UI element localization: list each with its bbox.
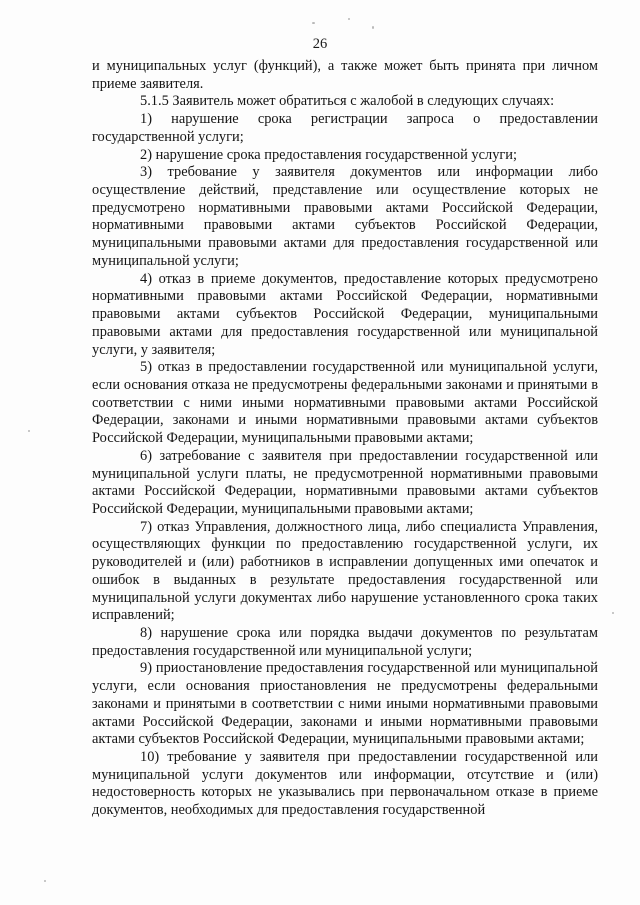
scan-speck: [44, 880, 46, 882]
scan-speck: [348, 18, 350, 20]
list-item-9: 9) приостановление предоставления государственной или муниципальной услуги, если основания приостановления не предусмотрены федеральными законами и принятыми в соответствии с ними иными нормативными правовыми актами Российской Федерации, законами и иными нормативными правовыми актами субъектов Российской Федерации, муниципальными правовыми актами;: [92, 660, 598, 748]
list-item-10: 10) требование у заявителя при предоставлении государственной или муниципальной услуги документов или информации, отсутствие и (или) недостоверность которых не указывались при первоначальном отказе в приеме документов, необходимых для предоставления государственной: [92, 749, 598, 819]
scan-speck: [28, 430, 30, 432]
paragraph-5-1-5: 5.1.5 Заявитель может обратиться с жалобой в следующих случаях:: [140, 93, 555, 110]
scan-speck: [372, 26, 374, 29]
scan-speck: [612, 612, 614, 614]
body-text: [92, 58, 598, 820]
list-item-5: 5) отказ в предоставлении государственной или муниципальной услуги, если основания отказа не предусмотрены федеральными законами и принятыми в соответствии с ними иными нормативными правовыми актами Российской Федерации, законами и иными нормативными правовыми актами субъектов Российской Федерации, муниципальными правовыми актами;: [92, 359, 598, 447]
paragraph-intro-continuation: и муниципальных услуг (функций), а также может быть принята при личном приеме заявителя.: [92, 58, 598, 92]
list-item-8: 8) нарушение срока или порядка выдачи документов по результатам предоставления государственной или муниципальной услуги;: [92, 625, 598, 659]
list-item-7: 7) отказ Управления, должностного лица, либо специалиста Управления, осуществляющих функции по предоставлению государственной услуги, их руководителей и (или) работников в исправлении допущенных ими опечаток и ошибок в выданных в результате предоставления государственной или муниципальной услуги документах либо нарушение установленного срока таких исправлений;: [92, 518, 598, 624]
list-item-4: 4) отказ в приеме документов, предоставление которых предусмотрено нормативными правовыми актами Российской Федерации, нормативными правовыми актами субъектов Российской Федерации, муниципальными правовыми актами для предоставления государственной или муниципальной услуги, у заявителя;: [92, 270, 598, 358]
scan-speck: [312, 22, 315, 24]
list-item-3: 3) требование у заявителя документов или информации либо осуществление действий, представление или осуществление которых не предусмотрено нормативными правовыми актами Российской Федерации, нормативными правовыми актами субъектов Российской Федерации, муниципальными правовыми актами для предоставления государственной или муниципальной услуги;: [92, 164, 598, 269]
list-item-6: 6) затребование с заявителя при предоставлении государственной или муниципальной услуги платы, не предусмотренной нормативными правовыми актами Российской Федерации, нормативными правовыми актами субъектов Российской Федерации, муниципальными правовыми актами;: [92, 447, 598, 517]
page-number: 26: [312, 36, 328, 52]
list-item-2: 2) нарушение срока предоставления государственной услуги;: [140, 146, 517, 163]
list-item-1: 1) нарушение срока регистрации запроса о предоставлении государственной услуги;: [92, 111, 598, 145]
